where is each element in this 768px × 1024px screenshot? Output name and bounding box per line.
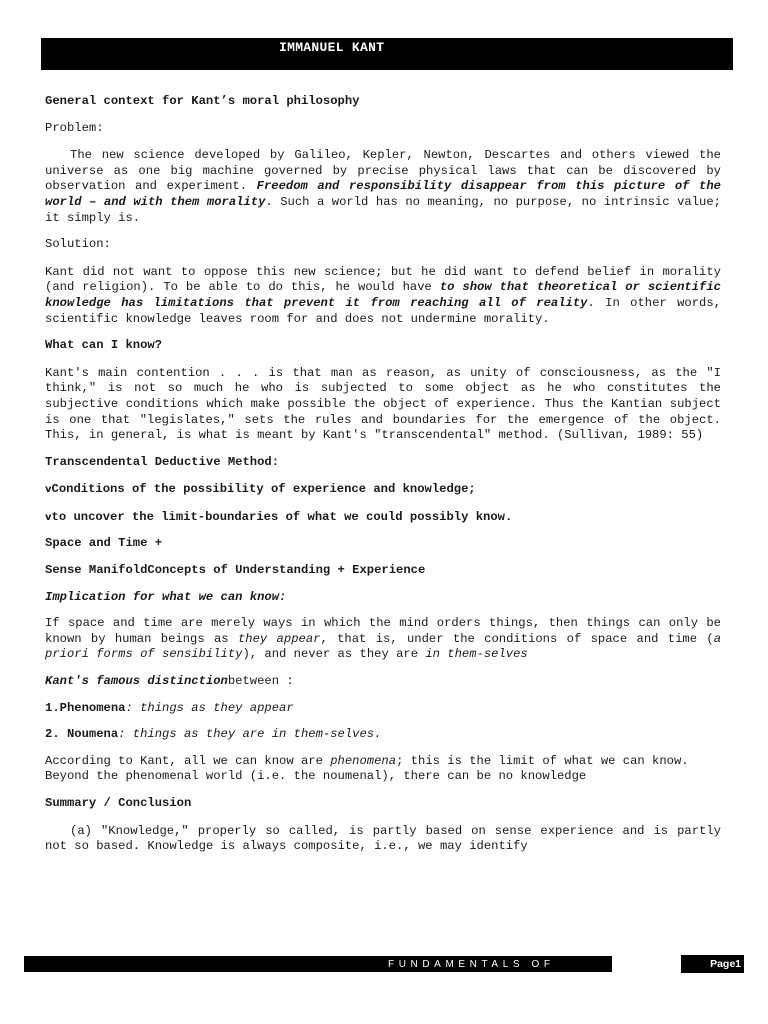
according-text-2: ; this is the limit of what we can know. Beyond the phenomenal world (i.e. the noumenal), there can be no knowledge xyxy=(45,753,689,784)
distinction-emphasis: Kant's famous distinction xyxy=(45,674,228,689)
problem-paragraph xyxy=(45,148,721,226)
implication-heading: Implication for what we can know: xyxy=(45,589,287,604)
phenomena-term: 1.Phenomena xyxy=(45,700,126,715)
implication-paragraph xyxy=(45,616,721,663)
context-heading: General context for Kant’s moral philosophy xyxy=(45,94,360,108)
implication-text-2: , that is, under the conditions of space and time ( xyxy=(320,631,714,646)
solution-text-2: . In other words, scientific knowledge leaves room for and does not undermine morality. xyxy=(45,295,721,326)
bullet-item-1 xyxy=(45,482,721,498)
distinction-text: between : xyxy=(227,674,294,689)
implication-text-1: If space and time are merely ways in which the mind orders things, then things can only be known by human beings as xyxy=(45,616,721,646)
solution-emphasis: to show that theoretical or scientific knowledge has limitations that prevent it from reaching all of reality xyxy=(45,280,721,310)
space-time-line: Space and Time + xyxy=(45,536,163,551)
phenomena-definition: : things as they appear xyxy=(125,700,294,715)
distinction-line xyxy=(45,674,721,690)
sullivan-quote: Kant's main contention . . . is that man as reason, as unity of consciousness, as the "I think," is not so much he who is subjected to some object as he who constitutes the subjective conditions which make possible the object of experience. Thus the Kantian subject is one that "legislates," sets the rules and boundaries for the emergence of the object. This, in general, is what is meant by Kant's "transcendental" method. (Sullivan, 1989: 55) xyxy=(45,365,721,443)
implication-italic-3: in them-selves xyxy=(425,647,528,662)
check-icon: v xyxy=(45,511,52,523)
title-bar xyxy=(41,38,733,70)
according-italic: phenomena xyxy=(330,753,397,768)
implication-italic-1: they appear xyxy=(237,631,321,646)
according-text-1: According to Kant, all we can know are xyxy=(45,753,331,768)
check-icon: v xyxy=(45,484,52,496)
problem-label: Problem: xyxy=(45,120,104,135)
sense-manifold-line: Sense ManifoldConcepts of Understanding + Experience xyxy=(45,563,426,578)
problem-emphasis: Freedom and responsibility disappear from this picture of the world – and with them morality xyxy=(45,179,721,209)
bullet-item-2 xyxy=(45,510,721,526)
problem-text-2: . Such a world has no meaning, no purpose, no intrinsic value; it simply is. xyxy=(45,194,721,225)
document-body xyxy=(45,94,721,855)
bullet-item-2-text: to uncover the limit-boundaries of what we could possibly know. xyxy=(51,509,513,524)
page-number-box xyxy=(681,955,744,973)
summary-paragraph: (a) "Knowledge," properly so called, is partly based on sense experience and is partly not so based. Knowledge is always composite, i.e., we may identify xyxy=(45,823,721,854)
implication-text-3: ), and never as they are xyxy=(242,647,426,662)
problem-text-1: The new science developed by Galileo, Kepler, Newton, Descartes and others viewed the universe as one big machine governed by precise physical laws that can be discovered by observation and experiment. xyxy=(45,148,721,194)
bullet-item-1-text: Conditions of the possibility of experience and knowledge; xyxy=(51,482,476,497)
method-heading: Transcendental Deductive Method: xyxy=(45,454,280,469)
summary-heading: Summary / Conclusion xyxy=(45,796,192,810)
implication-italic-2: a priori forms of sensibility xyxy=(45,631,722,662)
solution-label: Solution: xyxy=(45,237,111,252)
phenomena-line xyxy=(45,701,721,717)
page-number: Page1 xyxy=(710,958,741,970)
footer-bar xyxy=(24,956,612,986)
footer-course-title: FUNDAMENTALS OF ETHICS xyxy=(388,959,555,986)
noumena-term: 2. Noumena xyxy=(45,727,119,742)
know-heading: What can I know? xyxy=(45,338,163,353)
solution-text-1: Kant did not want to oppose this new science; but he did want to defend belief in morality (and religion). To be able to do this, he would have xyxy=(45,264,721,295)
noumena-line xyxy=(45,727,721,743)
page-title: IMMANUEL KANT xyxy=(279,40,385,55)
noumena-definition: : things as they are in them-selves. xyxy=(118,727,382,742)
solution-paragraph xyxy=(45,265,721,327)
according-paragraph xyxy=(45,754,721,785)
